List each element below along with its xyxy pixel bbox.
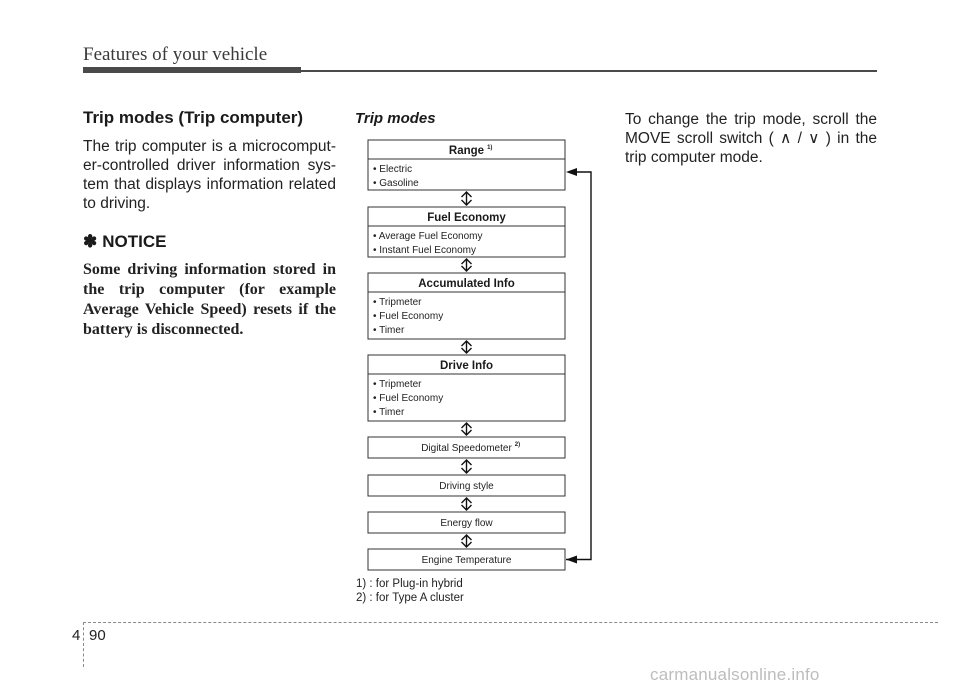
mode-item: • Gasoline xyxy=(373,178,419,189)
mode-item: • Timer xyxy=(373,407,405,418)
mode-item: • Tripmeter xyxy=(373,379,422,390)
mode-title: Range xyxy=(448,145,485,157)
mode-item: • Fuel Economy xyxy=(373,393,444,404)
trip-modes-title: Trip modes xyxy=(355,110,436,127)
loop-arrowhead-icon xyxy=(566,168,577,176)
header-rule xyxy=(301,70,877,72)
mode-title: Digital Speedometer xyxy=(421,443,512,454)
mode-item: • Timer xyxy=(373,325,405,336)
page-number: 90 xyxy=(89,627,106,644)
header-title: Features of your vehicle xyxy=(83,44,268,65)
mode-title: Drive Info xyxy=(439,360,494,372)
trip-modes-diagram xyxy=(340,128,610,583)
section-title: Trip modes (Trip computer) xyxy=(83,108,304,127)
mode-item: • Tripmeter xyxy=(373,297,422,308)
mode-title: Engine Temperature xyxy=(421,555,512,566)
mode-item: • Instant Fuel Economy xyxy=(373,245,476,256)
mode-sup: 1) xyxy=(487,145,493,151)
mode-title: Energy flow xyxy=(440,518,493,529)
mode-sup: 2) xyxy=(514,442,521,448)
mode-item: • Electric xyxy=(373,164,413,175)
mode-item: • Fuel Economy xyxy=(373,311,444,322)
footer-divider xyxy=(83,622,84,667)
chapter-number: 4 xyxy=(72,627,81,644)
watermark: carmanualsonline.info xyxy=(650,665,820,684)
notice-icon: ✽ xyxy=(83,232,98,251)
mode-title: Accumulated Info xyxy=(418,278,515,290)
notice-heading xyxy=(83,232,336,252)
intro-text: The trip computer is a microcomput-er-controlled driver information sys-tem that displays information related to driving. xyxy=(83,138,336,212)
footer-rule xyxy=(83,622,938,623)
mode-title: Fuel Economy xyxy=(427,212,506,224)
left-column xyxy=(83,108,336,340)
loop-arrowhead-icon xyxy=(566,556,577,564)
right-text: To change the trip mode, scroll the MOVE scroll switch ( ∧ / ∨ ) in the trip computer mode. xyxy=(625,111,877,166)
mode-title: Driving style xyxy=(439,481,494,492)
header-bar xyxy=(83,67,301,73)
loop-line xyxy=(566,172,591,560)
notice-text: Some driving information stored in the trip computer (for example Average Vehicle Speed) resets if the battery is disconnected. xyxy=(83,261,336,338)
notice-title: NOTICE xyxy=(102,232,167,251)
mode-item: • Average Fuel Economy xyxy=(373,231,483,242)
footnote-1: 1) : for Plug-in hybrid xyxy=(356,578,463,590)
footnote-2: 2) : for Type A cluster xyxy=(356,592,464,604)
